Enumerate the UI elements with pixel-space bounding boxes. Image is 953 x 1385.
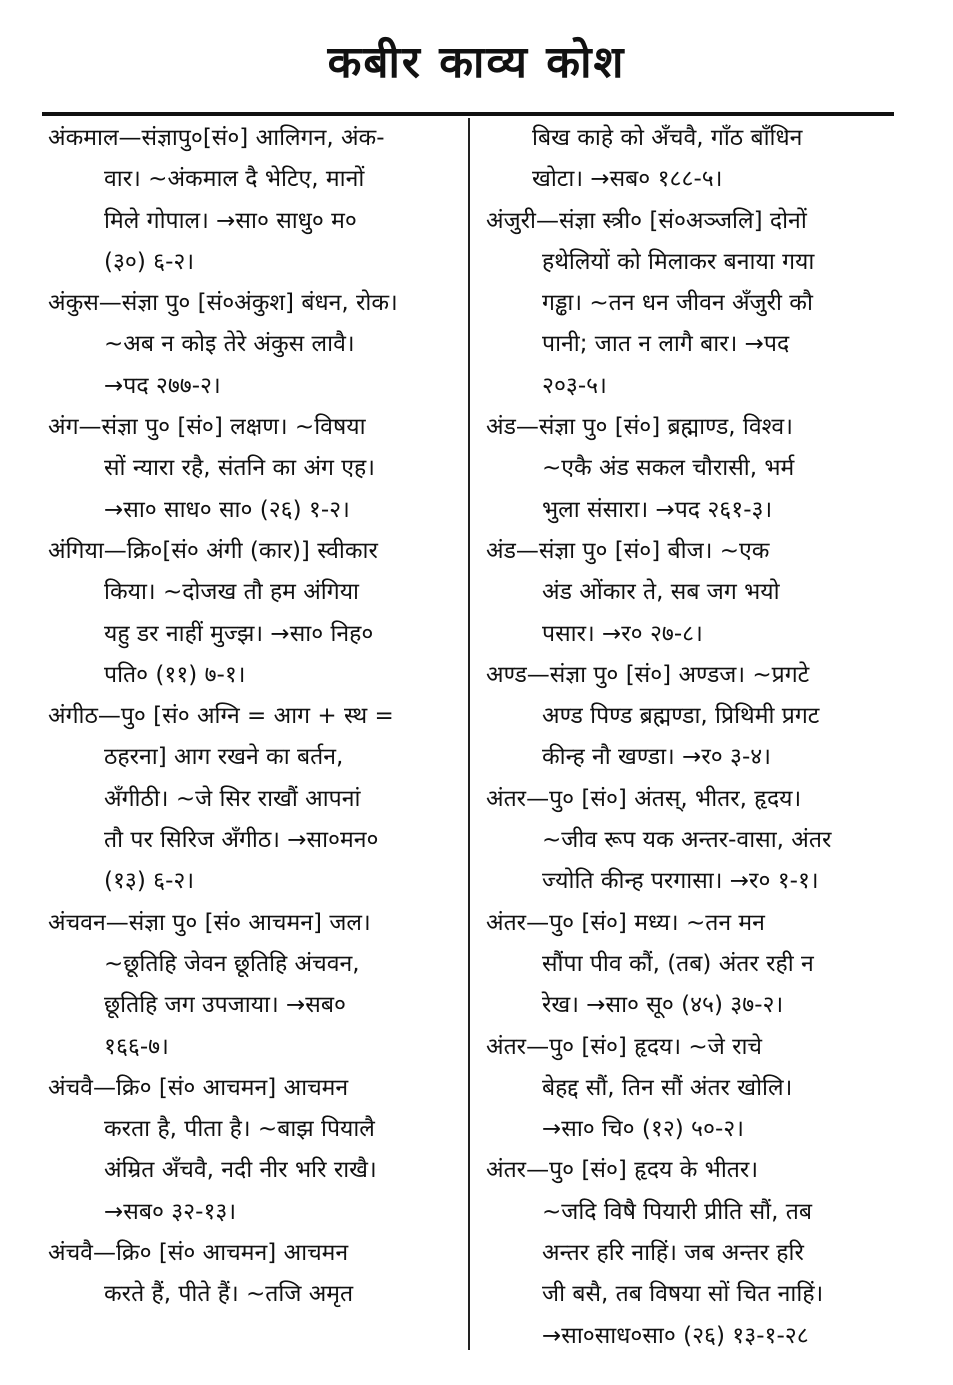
dictionary-line: अंड—संज्ञा पु० [सं०] ब्रह्माण्ड, विश्व।	[486, 414, 793, 441]
dictionary-line: ~एकै अंड सकल चौरासी, भर्म	[542, 455, 795, 482]
dictionary-line: →सब० ३२-१३।	[104, 1198, 237, 1225]
dictionary-line: वार। ~अंकमाल दै भेटिए, मानों	[104, 166, 365, 193]
dictionary-line: अंड ओंकार ते, सब जग भयो	[542, 579, 780, 606]
dictionary-line: बिख काहे को अँचवै, गाँठ बाँधिन	[532, 125, 803, 151]
dictionary-line: →पद २७७-२।	[104, 372, 221, 399]
dictionary-line: रेख। →सा० सू० (४५) ३७-२।	[542, 992, 784, 1019]
dictionary-line: अंग—संज्ञा पु० [सं०] लक्षण। ~विषया	[48, 414, 366, 441]
dictionary-line: ~जदि विषै पियारी प्रीति सौं, तब	[542, 1198, 812, 1225]
dictionary-line: →सा०साध०सा० (२६) १३-१-२८	[542, 1322, 809, 1349]
dictionary-line: अंगिया—क्रि०[सं० अंगी (कार)] स्वीकार	[48, 537, 378, 564]
dictionary-line: जी बसै, तब विषया सों चित नाहिं।	[542, 1281, 824, 1308]
dictionary-line: (१३) ६-२।	[104, 868, 195, 895]
dictionary-line: खोटा। →सब० १८८-५।	[532, 166, 723, 193]
dictionary-line: अण्ड पिण्ड ब्रह्मण्डा, प्रिथिमी प्रगट	[542, 703, 820, 730]
dictionary-line: १६६-७।	[104, 1033, 169, 1060]
dictionary-line: (३०) ६-२।	[104, 248, 195, 275]
dictionary-line: अंचवै—क्रि० [सं० आचमन] आचमन	[48, 1074, 349, 1101]
dictionary-line: अँगीठी। ~जे सिर राखौं आपनां	[104, 785, 361, 812]
dictionary-line: सों न्यारा रहै, संतनि का अंग एह।	[104, 455, 375, 482]
dictionary-line: यहु डर नाहीं मुज्झ। →सा० निह०	[104, 620, 374, 647]
dictionary-line: छूतिहि जग उपजाया। →सब०	[104, 992, 346, 1019]
dictionary-line: कीन्ह नौ खण्डा। →र० ३-४।	[542, 744, 771, 771]
dictionary-line: तौ पर सिरिज अँगीठ। →सा०मन०	[104, 827, 379, 854]
dictionary-line: अंचवै—क्रि० [सं० आचमन] आचमन	[48, 1240, 349, 1267]
dictionary-line: →सा० साध० सा० (२६) १-२।	[104, 496, 350, 523]
dictionary-line: अंतर—पु० [सं०] मध्य। ~तन मन	[486, 909, 765, 936]
dictionary-line: ~जीव रूप यक अन्तर-वासा, अंतर	[542, 827, 832, 854]
dictionary-line: पसार। →र० २७-८।	[542, 620, 703, 647]
dictionary-line: सौंपा पीव कौं, (तब) अंतर रही न	[542, 950, 814, 977]
dictionary-line: अंतर—पु० [सं०] हृदय के भीतर।	[486, 1157, 759, 1184]
dictionary-line: अंगीठ—पु० [सं० अग्नि = आग + स्थ =	[48, 703, 394, 730]
dictionary-line: २०३-५।	[542, 372, 607, 399]
dictionary-line: अंचवन—संज्ञा पु० [सं० आचमन] जल।	[48, 909, 371, 936]
dictionary-line: अंड—संज्ञा पु० [सं०] बीज। ~एक	[486, 537, 770, 564]
dictionary-line: बेहद्द सौं, तिन सौं अंतर खोलि।	[542, 1074, 793, 1101]
dictionary-line: किया। ~दोजख तौ हम अंगिया	[104, 579, 360, 606]
dictionary-line: अण्ड—संज्ञा पु० [सं०] अण्डज। ~प्रगटे	[486, 661, 810, 688]
dictionary-line: गड्ढा। ~तन धन जीवन अँजुरी कौ	[542, 290, 813, 317]
dictionary-line: करता है, पीता है। ~बाझ पियालै	[104, 1116, 375, 1143]
page-title: कबीर काव्य कोश	[327, 37, 626, 88]
dictionary-line: करते हैं, पीते हैं। ~तजि अमृत	[104, 1281, 354, 1308]
dictionary-line: मिले गोपाल। →सा० साधु० म०	[104, 207, 357, 234]
dictionary-line: अंतर—पु० [सं०] हृदय। ~जे राचे	[486, 1033, 763, 1060]
dictionary-line: अंकुस—संज्ञा पु० [सं०अंकुश] बंधन, रोक।	[48, 290, 398, 317]
dictionary-line: पानी; जात न लागै बार। →पद	[542, 331, 790, 358]
dictionary-line: भुला संसारा। →पद २६१-३।	[542, 496, 773, 523]
dictionary-line: ज्योति कीन्ह परगासा। →र० १-१।	[542, 868, 819, 895]
header-rule	[42, 112, 894, 116]
dictionary-line: →सा० चि० (१२) ५०-२।	[542, 1116, 744, 1143]
dictionary-line: ~अब न कोइ तेरे अंकुस लावै।	[104, 331, 355, 358]
dictionary-line: अंम्रित अँचवै, नदी नीर भरि राखै।	[104, 1157, 377, 1184]
left-column	[48, 118, 448, 1316]
dictionary-line: ~छूतिहि जेवन छूतिहि अंचवन,	[104, 950, 360, 977]
column-divider	[468, 118, 470, 1350]
right-column	[486, 118, 886, 1357]
dictionary-line: पति० (११) ७-१।	[104, 661, 246, 688]
dictionary-line: ठहरना] आग रखने का बर्तन,	[104, 744, 344, 771]
dictionary-line: अंतर—पु० [सं०] अंतस्, भीतर, हृदय।	[486, 785, 802, 812]
dictionary-line: अंकमाल—संज्ञापु०[सं०] आलिगन, अंक-	[48, 125, 385, 151]
dictionary-line: हथेलियों को मिलाकर बनाया गया	[542, 248, 815, 275]
dictionary-line: अन्तर हरि नाहिं। जब अन्तर हरि	[542, 1240, 804, 1267]
dictionary-line: अंजुरी—संज्ञा स्त्री० [सं०अञ्जलि] दोनों	[486, 207, 807, 234]
